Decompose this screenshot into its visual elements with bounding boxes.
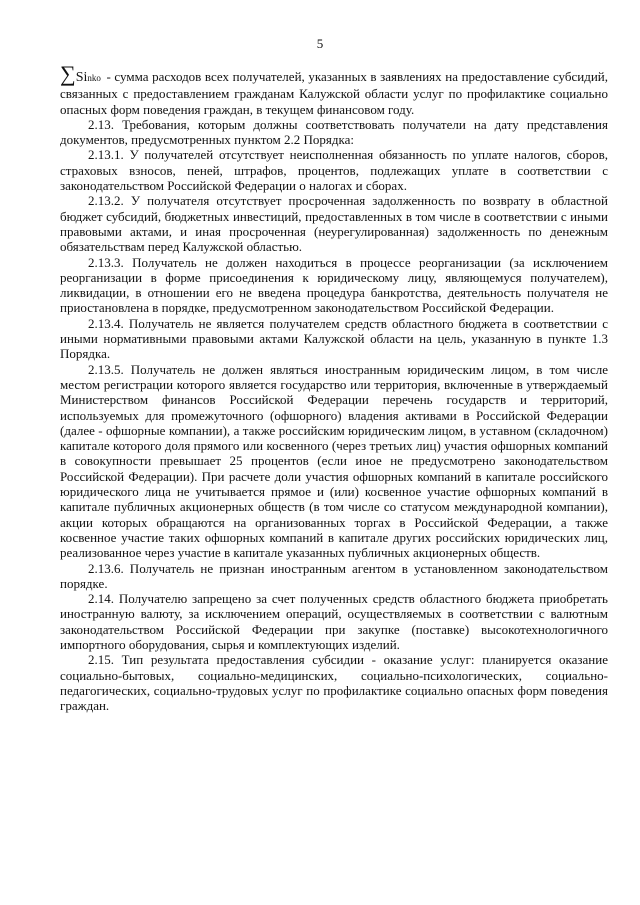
paragraph-2-13-3: 2.13.3. Получатель не должен находиться в процессе реорганизации (за исключением реорганизации в форме присоединения к юридическому лицу, являющемуся получателем), ликвидации, в отношении его не введена процедура банкротства, деятельность получателя не приостановлена в порядке, предусмотренном законодательством Российской Федерации. bbox=[60, 254, 608, 316]
paragraph-formula-definition bbox=[60, 61, 609, 117]
formula-subscript: nko bbox=[87, 73, 101, 83]
paragraph-2-13-5: 2.13.5. Получатель не должен являться иностранным юридическим лицом, в том числе местом регистрации которого является государство или территория, включенные в утверждаемый Министерством финансов Российской Федерации перечень государств и территорий, используемых для промежуточного (офшорного) владения активами в Российской Федерации (далее - офшорные компании), а также российским юридическим лицом, в уставном (складочном) капитале которого доля прямого или косвенного (через третьих лиц) участия офшорных компаний в совокупности превышает 25 процентов (если иное не предусмотрено законодательством Российской Федерации). При расчете доли участия офшорных компаний в капитале российского юридического лица не учитывается прямое и (или) косвенное участие офшорных компаний в капитале публичных акционерных обществ (в том числе со статусом международной компании), акции которых обращаются на организованных торгах в Российской Федерации, а также косвенное участие таких офшорных компаний в капитале других российских юридических лиц, реализованное через участие в капитале указанных публичных акционерных обществ. bbox=[60, 361, 608, 561]
paragraph-2-13-2: 2.13.2. У получателя отсутствует просроченная задолженность по возврату в областной бюджет субсидий, бюджетных инвестиций, предоставленных в том числе в соответствии с иными правовыми актами, и иная просроченная (неурегулированная) задолженность по денежным обязательствам перед Калужской областью. bbox=[60, 193, 608, 255]
formula-sigma: ∑ bbox=[60, 61, 76, 86]
paragraph-text: - сумма расходов всех получателей, указанных в заявлениях на предоставление субсидий, связанных с предоставлением гражданам Калужской области услуг по профилактике социально опасных форм поведения граждан, в текущем финансовом году. bbox=[60, 69, 609, 117]
paragraph-2-13-4: 2.13.4. Получатель не является получателем средств областного бюджета в соответствии с иными нормативными правовыми актами Калужской области на цель, указанную в пункте 1.3 Порядка. bbox=[60, 315, 608, 362]
paragraph-2-15: 2.15. Тип результата предоставления субсидии - оказание услуг: планируется оказание социально-бытовых, социально-медицинских, социально-психологических, социально-педагогических, социально-трудовых услуг по профилактике социально опасных форм поведения граждан. bbox=[60, 652, 608, 714]
sum-formula bbox=[60, 61, 101, 86]
document-body bbox=[60, 61, 609, 714]
paragraph-2-13-6: 2.13.6. Получатель не признан иностранным агентом в установленном законодательством порядке. bbox=[60, 560, 608, 591]
paragraph-2-13: 2.13. Требования, которым должны соответствовать получатели на дату представления документов, предусмотренных пунктом 2.2 Порядка: bbox=[60, 116, 608, 148]
paragraph-2-14: 2.14. Получателю запрещено за счет полученных средств областного бюджета приобретать иностранную валюту, за исключением операций, осуществляемых в соответствии с валютным законодательством Российской Федерации при закупке (поставке) высокотехнологичного импортного оборудования, сырья и комплектующих изделий. bbox=[60, 591, 608, 652]
paragraph-2-13-1: 2.13.1. У получателей отсутствует неисполненная обязанность по уплате налогов, сборов, страховых взносов, пеней, штрафов, процентов, подлежащих уплате в соответствии с законодательством Российской Федерации о налогах и сборах. bbox=[60, 147, 608, 194]
page-number: 5 bbox=[316, 36, 324, 51]
formula-body: Si bbox=[75, 70, 88, 85]
